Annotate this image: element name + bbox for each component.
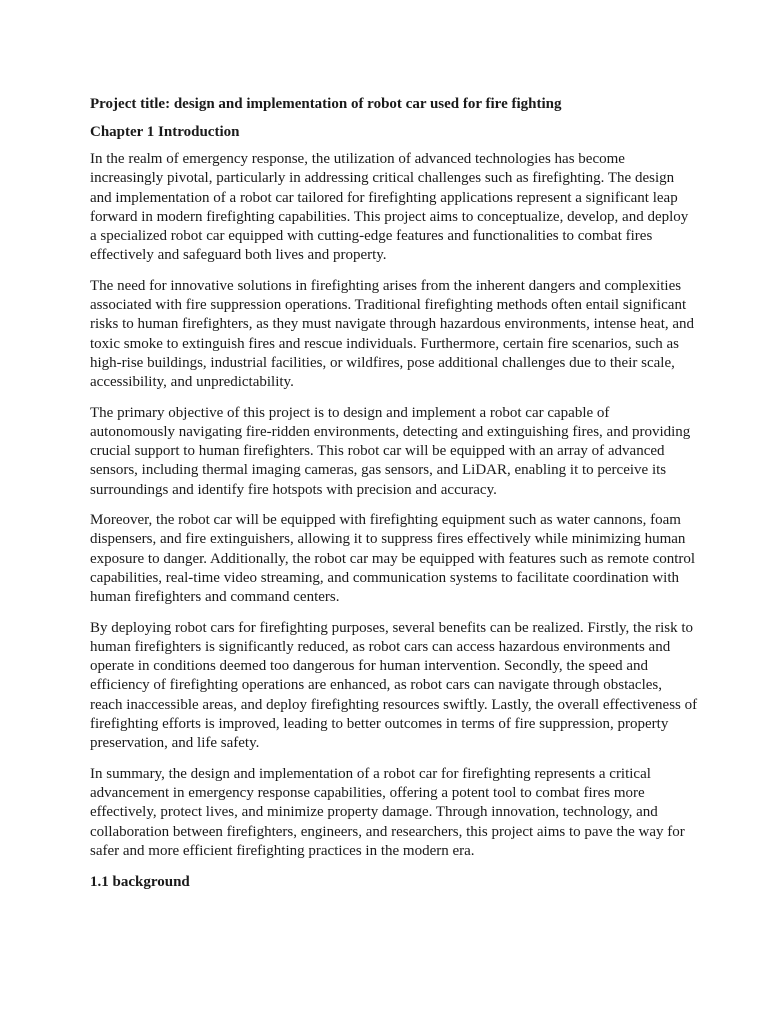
paragraph-3: The primary objective of this project is to design and implement a robot car capable of autonomously navigating fire-ridden environments, detecting and extinguishing fires, and providing crucial support to human firefighters. This robot car will be equipped with an array of advanced sensors, including thermal imaging cameras, gas sensors, and LiDAR, enabling it to perceive its surroundings and identify fire hotspots with precision and accuracy. [90, 404, 691, 498]
paragraph-4: Moreover, the robot car will be equipped with firefighting equipment such as water cannons, foam dispensers, and fire extinguishers, allowing it to suppress fires effectively while minimizing human exposure to danger. Additionally, the robot car may be equipped with features such as remote control capabilities, real-time video streaming, and communication systems to facilitate coordination with human firefighters and command centers. [90, 512, 696, 606]
section-heading: 1.1 background [90, 874, 190, 891]
chapter-heading: Chapter 1 Introduction [90, 124, 240, 140]
paragraph-1: In the realm of emergency response, the utilization of advanced technologies has become increasingly pivotal, particularly in addressing critical challenges such as firefighting. The design and implementation of a robot car tailored for firefighting applications represent a significant leap forward in modern firefighting capabilities. This project aims to conceptualize, develop, and deploy a specialized robot car equipped with cutting-edge features and functionalities to combat fires effectively and safeguard both lives and property. [90, 151, 689, 264]
project-title: Project title: design and implementation of robot car used for fire fighting [90, 96, 562, 112]
paragraph-5: By deploying robot cars for firefighting purposes, several benefits can be realized. Firstly, the risk to human firefighters is significantly reduced, as robot cars can access hazardous environments and operate in conditions deemed too dangerous for human intervention. Secondly, the speed and efficiency of firefighting operations are enhanced, as robot cars can navigate through obstacles, reach inaccessible areas, and deploy firefighting resources swiftly. Lastly, the overall effectiveness of firefighting efforts is improved, leading to better outcomes in terms of fire suppression, property preservation, and life safety. [90, 619, 698, 752]
paragraph-2: The need for innovative solutions in firefighting arises from the inherent dangers and complexities associated with fire suppression operations. Traditional firefighting methods often entail significant risks to human firefighters, as they must navigate through hazardous environments, intense heat, and toxic smoke to extinguish fires and rescue individuals. Furthermore, certain fire scenarios, such as high-rise buildings, industrial facilities, or wildfires, pose additional challenges due to their scale, accessibility, and unpredictability. [90, 277, 695, 391]
paragraph-6: In summary, the design and implementation of a robot car for firefighting represents a critical advancement in emergency response capabilities, offering a potent tool to combat fires more effectively, protect lives, and minimize property damage. Through innovation, technology, and collaboration between firefighters, engineers, and researchers, this project aims to pave the way for safer and more efficient firefighting practices in the modern era. [90, 765, 685, 859]
